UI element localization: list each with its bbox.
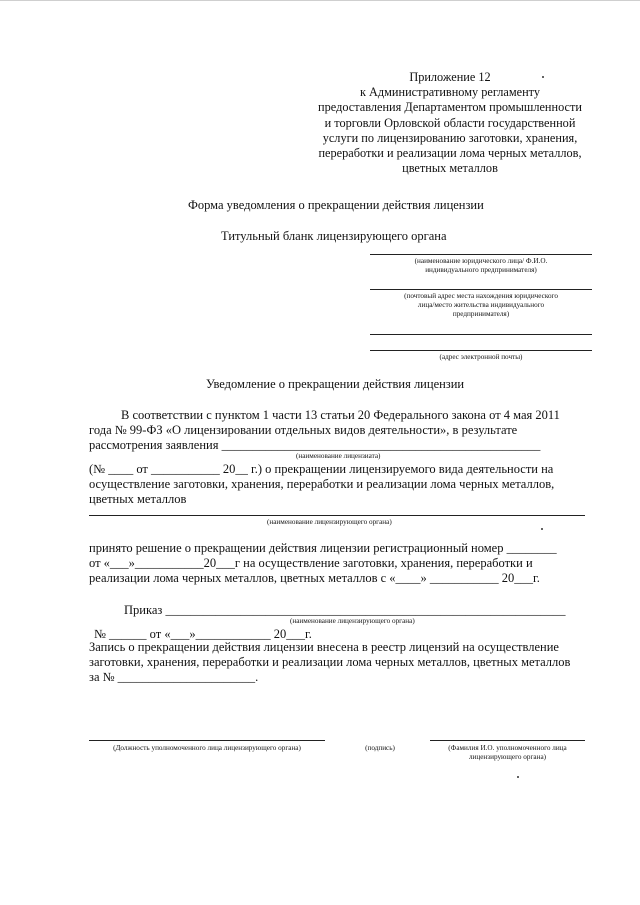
body-p3-line-2: заготовки, хранения, переработки и реализации лома черных металлов, цветных металлов	[89, 655, 571, 669]
letterhead-label: Титульный бланк лицензирующего органа	[221, 229, 447, 243]
caption-licensee: (наименование лицензиата)	[296, 452, 381, 460]
addressee-extra-line	[370, 334, 592, 335]
caption-name-2: лицензирующего органа)	[468, 753, 547, 761]
body-p1-line-1: В соответствии с пунктом 1 части 13 статьи 20 Федерального закона от 4 мая 2011	[121, 408, 560, 422]
scan-speck	[541, 528, 543, 530]
caption-name-1: (Фамилия И.О. уполномоченного лица	[448, 744, 567, 752]
scan-speck	[542, 76, 544, 78]
appendix-line-3: предоставления Департаментом промышленности	[318, 100, 582, 115]
appendix-line-2: к Административному регламенту	[359, 85, 541, 100]
notice-title: Уведомление о прекращении действия лицензии	[206, 377, 465, 391]
appendix-line-1: Приложение 12	[409, 70, 491, 84]
caption-address-1: (почтовый адрес места нахождения юридического	[404, 292, 558, 300]
order-line-2: № ______ от «___»____________ 20___г.	[94, 627, 312, 641]
body-p3-line-3: за № ______________________.	[89, 670, 259, 684]
caption-address-3: предпринимателя)	[452, 310, 510, 318]
body-p1-line-3: рассмотрения заявления ___________________________________________________	[89, 438, 541, 452]
addressee-address-line	[370, 289, 592, 290]
name-line	[430, 740, 585, 741]
caption-authority-2: (наименование лицензирующего органа)	[290, 617, 415, 625]
appendix-line-4: и торговли Орловской области государственной	[324, 115, 576, 130]
body-p1-line-5: осуществление заготовки, хранения, переработки и реализации лома черных металлов,	[89, 477, 555, 491]
body-p1-line-6: цветных металлов	[89, 492, 187, 506]
addressee-email-line	[370, 350, 592, 351]
appendix-block	[300, 70, 600, 176]
body-p2-line-3: реализации лома черных металлов, цветных металлов с «____» ___________ 20___г.	[89, 571, 540, 585]
appendix-line-7: цветных металлов	[402, 161, 498, 176]
caption-email: (адрес электронной почты)	[439, 353, 523, 361]
position-line	[89, 740, 325, 741]
scan-speck	[517, 776, 519, 778]
caption-signature: (подпись)	[365, 744, 395, 752]
body-p1-line-4: (№ ____ от ___________ 20__ г.) о прекращении лицензируемого вида деятельности на	[89, 462, 554, 476]
body-p2-line-1: принято решение о прекращении действия лицензии регистрационный номер ________	[89, 541, 557, 555]
appendix-line-5: услуги по лицензированию заготовки, хранения,	[322, 130, 578, 145]
caption-addressee-name-1: (наименование юридического лица/ Ф.И.О.	[414, 257, 548, 265]
scan-edge	[0, 0, 640, 1]
body-p1-line-2: года № 99-ФЗ «О лицензировании отдельных видов деятельности», в результате	[89, 423, 518, 437]
caption-position: (Должность уполномоченного лица лицензирующего органа)	[113, 744, 301, 752]
addressee-name-line	[370, 254, 592, 255]
body-p2-line-2: от «___»___________20___г на осуществление заготовки, хранения, переработки и	[89, 556, 533, 570]
caption-addressee-name-2: индивидуального предпринимателя)	[425, 266, 537, 274]
order-line-1: Приказ ________________________________________________________________	[124, 603, 566, 617]
caption-authority-1: (наименование лицензирующего органа)	[267, 518, 392, 526]
form-title: Форма уведомления о прекращении действия лицензии	[188, 198, 484, 212]
authority-line-1	[89, 515, 585, 516]
caption-address-2: лица/место жительства индивидуального	[417, 301, 545, 309]
appendix-line-6: переработки и реализации лома черных металлов,	[318, 146, 582, 161]
body-p3-line-1: Запись о прекращении действия лицензии внесена в реестр лицензий на осуществление	[89, 640, 559, 654]
